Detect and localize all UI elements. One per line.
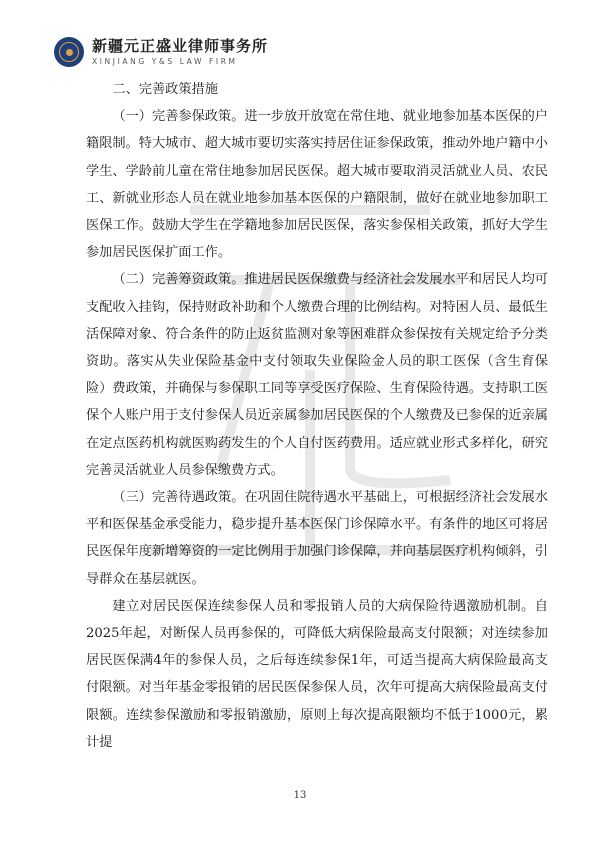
- paragraph-funding-policy: （二）完善筹资政策。推进居民医保缴费与经济社会发展水平和居民人均可支配收入挂钩，保持财政补助和个人缴费合理的比例结构。对特困人员、最低生活保障对象、符合条件的防止返贫监测对象等困难群众参保按有关规定给予分类资助。落实从失业保险基金中支付领取失业保险金人员的职工医保（含生育保险）费政策，并确保与参保职工同等享受医疗保险、生育保险待遇。支持职工医保个人账户用于支付参保人员近亲属参加居民医保的个人缴费及已参保的近亲属在定点医药机构就医购药发生的个人自付医药费用。适应就业形式多样化，研究完善灵活就业人员参保缴费方式。: [86, 272, 548, 478]
- firm-name-cn: 新疆元正盛业律师事务所: [92, 36, 269, 55]
- document-body: [86, 76, 548, 756]
- section-heading: 二、完善政策措施: [112, 82, 218, 97]
- page-number: 13: [293, 790, 307, 801]
- paragraph-incentive-mechanism: 建立对居民医保连续参保人员和零报销人员的大病保险待遇激励机制。自2025年起，对断保人员再参保的，可降低大病保险最高支付限额；对连续参加居民医保满4年的参保人员，之后每连续参保1年，可适当提高大病保险最高支付限额。对当年基金零报销的居民医保参保人员，次年可提高大病保险最高支付限额。连续参保激励和零报销激励，原则上每次提高限额均不低于1000元，累计提: [86, 598, 548, 750]
- paragraph-benefit-policy: （三）完善待遇政策。在巩固住院待遇水平基础上，可根据经济社会发展水平和医保基金承受能力，稳步提升基本医保门诊保障水平。有条件的地区可将居民医保年度新增筹资的一定比例用于加强门诊保障，并向基层医疗机构倾斜，引导群众在基层就医。: [86, 490, 548, 587]
- firm-name-en: XINJIANG Y&S LAW FIRM: [92, 56, 238, 66]
- page-header: [54, 32, 268, 72]
- paragraph-enrollment-policy: （一）完善参保政策。进一步放开放宽在常住地、就业地参加基本医保的户籍限制。特大城市、超大城市要切实落实持居住证参保政策，推动外地户籍中小学生、学龄前儿童在常住地参加居民医保。超大城市要取消灵活就业人员、农民工、新就业形态人员在就业地参加基本医保的户籍限制，做好在就业地参加职工医保工作。鼓励大学生在学籍地参加居民医保，落实参保相关政策，抓好大学生参加居民医保扩面工作。: [86, 109, 548, 261]
- firm-logo-icon: [54, 37, 84, 67]
- firm-brand: [92, 36, 269, 66]
